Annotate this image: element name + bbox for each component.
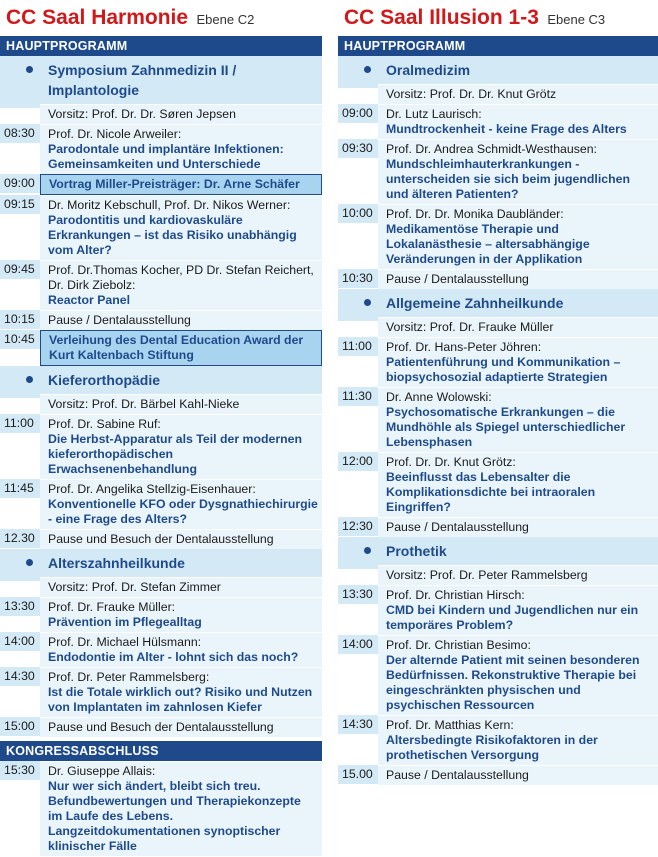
program-row xyxy=(0,414,322,479)
room-level: Ebene C2 xyxy=(196,12,255,27)
program-row xyxy=(0,174,322,195)
time-slot: 09:15 xyxy=(0,195,40,214)
program-row xyxy=(338,387,658,452)
time-slot: 14:00 xyxy=(0,632,40,651)
session-list xyxy=(0,56,322,737)
session-header xyxy=(338,289,658,317)
time-slot: 09:30 xyxy=(338,139,378,158)
row-content xyxy=(40,414,322,479)
talk-title: Mundschleimhauterkrankungen - unterscheiden sie sich beim jugendlichen und älteren Patienten? xyxy=(386,157,630,201)
time-slot: 10:45 xyxy=(0,330,40,349)
bullet-icon xyxy=(0,370,40,390)
time-slot: 10:30 xyxy=(338,269,378,288)
speaker-text: Dr. Lutz Laurisch: xyxy=(386,107,482,121)
speaker-text: Vorsitz: Prof. Dr. Stefan Zimmer xyxy=(48,580,221,594)
talk-title: Die Herbst-Apparatur als Teil der modernen kieferorthopädischen Erwachsenenbehandlung xyxy=(48,432,302,476)
speaker-text: Dr. Moritz Kebschull, Prof. Dr. Nikos Werner: xyxy=(48,198,291,212)
program-row xyxy=(0,104,322,124)
row-content xyxy=(378,317,658,337)
speaker-text: Vorsitz: Prof. Dr. Frauke Müller xyxy=(386,320,554,334)
room-title-right xyxy=(338,0,658,36)
row-content xyxy=(378,337,658,387)
program-row xyxy=(338,635,658,715)
time-slot: 14:00 xyxy=(338,635,378,654)
speaker-text: Prof. Dr. Dr. Knut Grötz: xyxy=(386,455,516,469)
program-row xyxy=(0,260,322,310)
left-column xyxy=(0,0,322,856)
speaker-text: Prof. Dr. Frauke Müller: xyxy=(48,600,176,614)
talk-title: Ist die Totale wirklich out? Risiko und Nutzen von Implantaten im zahnlosen Kiefer xyxy=(48,685,313,714)
time-slot: 12:30 xyxy=(338,517,378,536)
row-content xyxy=(378,765,658,785)
row-content xyxy=(378,517,658,537)
time-slot: 11:00 xyxy=(338,337,378,356)
row-content xyxy=(40,529,322,549)
talk-title: Mundtrockenheit - keine Frage des Alters xyxy=(386,122,627,136)
time-slot: 09:00 xyxy=(0,174,40,193)
speaker-text: Prof. Dr. Sabine Ruf: xyxy=(48,417,161,431)
speaker-text: Prof. Dr. Christian Hirsch: xyxy=(386,588,525,602)
time-slot: 13:30 xyxy=(338,585,378,604)
bullet-icon xyxy=(338,293,378,313)
talk-title: Reactor Panel xyxy=(48,293,131,307)
time-slot xyxy=(0,577,40,581)
time-slot: 14:30 xyxy=(0,667,40,686)
session-title: Oralmedizim xyxy=(386,62,471,78)
row-content xyxy=(378,635,658,715)
time-slot: 09:00 xyxy=(338,104,378,123)
program-row xyxy=(338,517,658,537)
time-slot xyxy=(0,104,40,108)
row-content xyxy=(378,139,658,204)
room-name: CC Saal Harmonie xyxy=(6,6,189,29)
program-row xyxy=(338,337,658,387)
bullet-icon xyxy=(0,553,40,573)
program-row xyxy=(338,765,658,785)
time-slot: 10:15 xyxy=(0,310,40,329)
time-slot xyxy=(338,84,378,88)
time-slot xyxy=(338,565,378,569)
session-title: Prothetik xyxy=(386,543,447,559)
speaker-text: Prof. Dr. Andrea Schmidt-Westhausen: xyxy=(386,142,597,156)
row-content xyxy=(40,761,322,856)
highlight-item: Vortrag Miller-Preisträger: Dr. Arne Schäfer xyxy=(40,174,322,195)
session-header xyxy=(0,56,322,104)
talk-title: Patientenführung und Kommunikation – biopsychosozial adaptierte Strategien xyxy=(386,355,621,384)
row-content xyxy=(378,84,658,104)
program-row xyxy=(0,632,322,667)
row-content xyxy=(378,565,658,585)
time-slot xyxy=(338,317,378,321)
time-slot: 08:30 xyxy=(0,124,40,143)
speaker-text: Pause und Besuch der Dentalausstellung xyxy=(48,720,274,734)
bullet-icon xyxy=(338,60,378,80)
program-row xyxy=(0,124,322,174)
speaker-text: Pause / Dentalausstellung xyxy=(386,272,529,286)
time-slot: 11:45 xyxy=(0,479,40,498)
room-name: CC Saal Illusion 1-3 xyxy=(344,6,539,29)
bullet-icon xyxy=(0,60,40,80)
session-header xyxy=(338,56,658,84)
section-bar-main: HAUPTPROGRAMM xyxy=(338,36,658,56)
program-row xyxy=(0,195,322,260)
program-row xyxy=(0,394,322,414)
session-header xyxy=(0,549,322,577)
row-content xyxy=(40,597,322,632)
speaker-text: Dr. Anne Wolowski: xyxy=(386,390,492,404)
row-content xyxy=(40,717,322,737)
row-content xyxy=(40,104,322,124)
talk-title: Nur wer sich ändert, bleibt sich treu. Befundbewertungen und Therapiekonzepte im Laufe des Lebens. Langzeitdokumentationen synoptischer klinischer Fälle xyxy=(48,779,301,853)
program-row xyxy=(338,565,658,585)
speaker-text: Prof. Dr. Michael Hülsmann: xyxy=(48,635,202,649)
program-row xyxy=(0,529,322,549)
section-bar-main: HAUPTPROGRAMM xyxy=(0,36,322,56)
speaker-text: Vorsitz: Prof. Dr. Dr. Søren Jepsen xyxy=(48,107,236,121)
program-row xyxy=(0,761,322,856)
talk-title: Endodontie im Alter - lohnt sich das noch? xyxy=(48,650,299,664)
room-title-left xyxy=(0,0,322,36)
speaker-text: Prof. Dr. Angelika Stellzig-Eisenhauer: xyxy=(48,482,256,496)
time-slot: 15.00 xyxy=(338,765,378,784)
highlight-item: Verleihung des Dental Education Award der Kurt Kaltenbach Stiftung xyxy=(40,330,322,366)
talk-title: Der alternde Patient mit seinen besonderen Bedürfnissen. Rekonstruktive Therapie bei eingeschränkten physischen und psychischen Ressourcen xyxy=(386,653,640,712)
session-title: Allgemeine Zahnheilkunde xyxy=(386,295,564,311)
speaker-text: Prof. Dr. Matthias Kern: xyxy=(386,718,514,732)
bullet-icon xyxy=(338,541,378,561)
program-row xyxy=(0,479,322,529)
talk-title: Parodontale und implantäre Infektionen: Gemeinsamkeiten und Unterschiede xyxy=(48,142,284,171)
program-row xyxy=(338,452,658,517)
program-row xyxy=(338,104,658,139)
session-title: Kieferorthopädie xyxy=(48,372,161,388)
speaker-text: Pause / Dentalausstellung xyxy=(386,520,529,534)
time-slot: 12:00 xyxy=(338,452,378,471)
talk-title: Altersbedingte Risikofaktoren in der prothetischen Versorgung xyxy=(386,733,598,762)
right-column xyxy=(338,0,658,785)
speaker-text: Pause und Besuch der Dentalausstellung xyxy=(48,532,274,546)
time-slot: 11:00 xyxy=(0,414,40,433)
program-row xyxy=(338,715,658,765)
program-row xyxy=(338,269,658,289)
row-content xyxy=(40,195,322,260)
row-content xyxy=(378,452,658,517)
session-header xyxy=(0,366,322,394)
program-row xyxy=(0,717,322,737)
program-row xyxy=(0,597,322,632)
row-content xyxy=(40,632,322,667)
session-list xyxy=(338,56,658,785)
time-slot: 11:30 xyxy=(338,387,378,406)
time-slot: 09:45 xyxy=(0,260,40,279)
speaker-text: Pause / Dentalausstellung xyxy=(48,313,191,327)
time-slot: 13:30 xyxy=(0,597,40,616)
row-content xyxy=(378,269,658,289)
talk-title: Psychosomatische Erkrankungen – die Mundhöhle als Spiegel unterschiedlicher Lebensphasen xyxy=(386,405,626,449)
speaker-text: Prof. Dr. Nicole Arweiler: xyxy=(48,127,182,141)
program-row xyxy=(0,667,322,717)
program-row xyxy=(0,310,322,330)
speaker-text: Vorsitz: Prof. Dr. Dr. Knut Grötz xyxy=(386,87,557,101)
room-level: Ebene C3 xyxy=(547,12,606,27)
speaker-text: Prof. Dr. Hans-Peter Jöhren: xyxy=(386,340,542,354)
talk-title: Beeinflusst das Lebensalter die Komplikationsdichte bei intraoralen Eingriffen? xyxy=(386,470,596,514)
speaker-text: Vorsitz: Prof. Dr. Peter Rammelsberg xyxy=(386,568,588,582)
talk-title: CMD bei Kindern und Jugendlichen nur ein temporäres Problem? xyxy=(386,603,639,632)
time-slot xyxy=(0,394,40,398)
row-content xyxy=(40,577,322,597)
program-row xyxy=(338,585,658,635)
closing-list xyxy=(0,761,322,856)
speaker-text: Prof. Dr. Peter Rammelsberg: xyxy=(48,670,210,684)
session-title: Symposium Zahnmedizin II / Implantologie xyxy=(48,62,237,98)
time-slot: 15:00 xyxy=(0,717,40,736)
speaker-text: Dr. Giuseppe Allais: xyxy=(48,764,156,778)
row-content xyxy=(40,394,322,414)
row-content xyxy=(378,104,658,139)
row-content xyxy=(378,387,658,452)
time-slot: 10:00 xyxy=(338,204,378,223)
row-content xyxy=(40,667,322,717)
row-content xyxy=(40,260,322,310)
section-bar-closing: KONGRESSABSCHLUSS xyxy=(0,741,322,761)
program-row xyxy=(338,139,658,204)
talk-title: Medikamentöse Therapie und Lokalanästhesie – altersabhängige Veränderungen in der Applikation xyxy=(386,222,590,266)
talk-title: Konventionelle KFO oder Dysgnathiechirurgie - eine Frage des Alters? xyxy=(48,497,318,526)
time-slot: 14:30 xyxy=(338,715,378,734)
time-slot: 15:30 xyxy=(0,761,40,780)
time-slot: 12.30 xyxy=(0,529,40,548)
row-content xyxy=(40,479,322,529)
speaker-text: Pause / Dentalausstellung xyxy=(386,768,529,782)
speaker-text: Prof. Dr.Thomas Kocher, PD Dr. Stefan Reichert, Dr. Dirk Ziebolz: xyxy=(48,263,314,292)
row-content xyxy=(378,715,658,765)
row-content xyxy=(40,124,322,174)
row-content xyxy=(378,585,658,635)
session-title: Alterszahnheilkunde xyxy=(48,555,185,571)
speaker-text: Prof. Dr. Christian Besimo: xyxy=(386,638,531,652)
talk-title: Parodontitis und kardiovaskuläre Erkrankungen – ist das Risiko unabhängig vom Alter? xyxy=(48,213,297,257)
program-row xyxy=(338,204,658,269)
program-row xyxy=(338,84,658,104)
row-content xyxy=(378,204,658,269)
row-content xyxy=(40,310,322,330)
talk-title: Prävention im Pflegealltag xyxy=(48,615,202,629)
speaker-text: Vorsitz: Prof. Dr. Bärbel Kahl-Nieke xyxy=(48,397,240,411)
program-row xyxy=(338,317,658,337)
speaker-text: Prof. Dr. Dr. Monika Daubländer: xyxy=(386,207,564,221)
program-row xyxy=(0,330,322,366)
session-header xyxy=(338,537,658,565)
program-row xyxy=(0,577,322,597)
